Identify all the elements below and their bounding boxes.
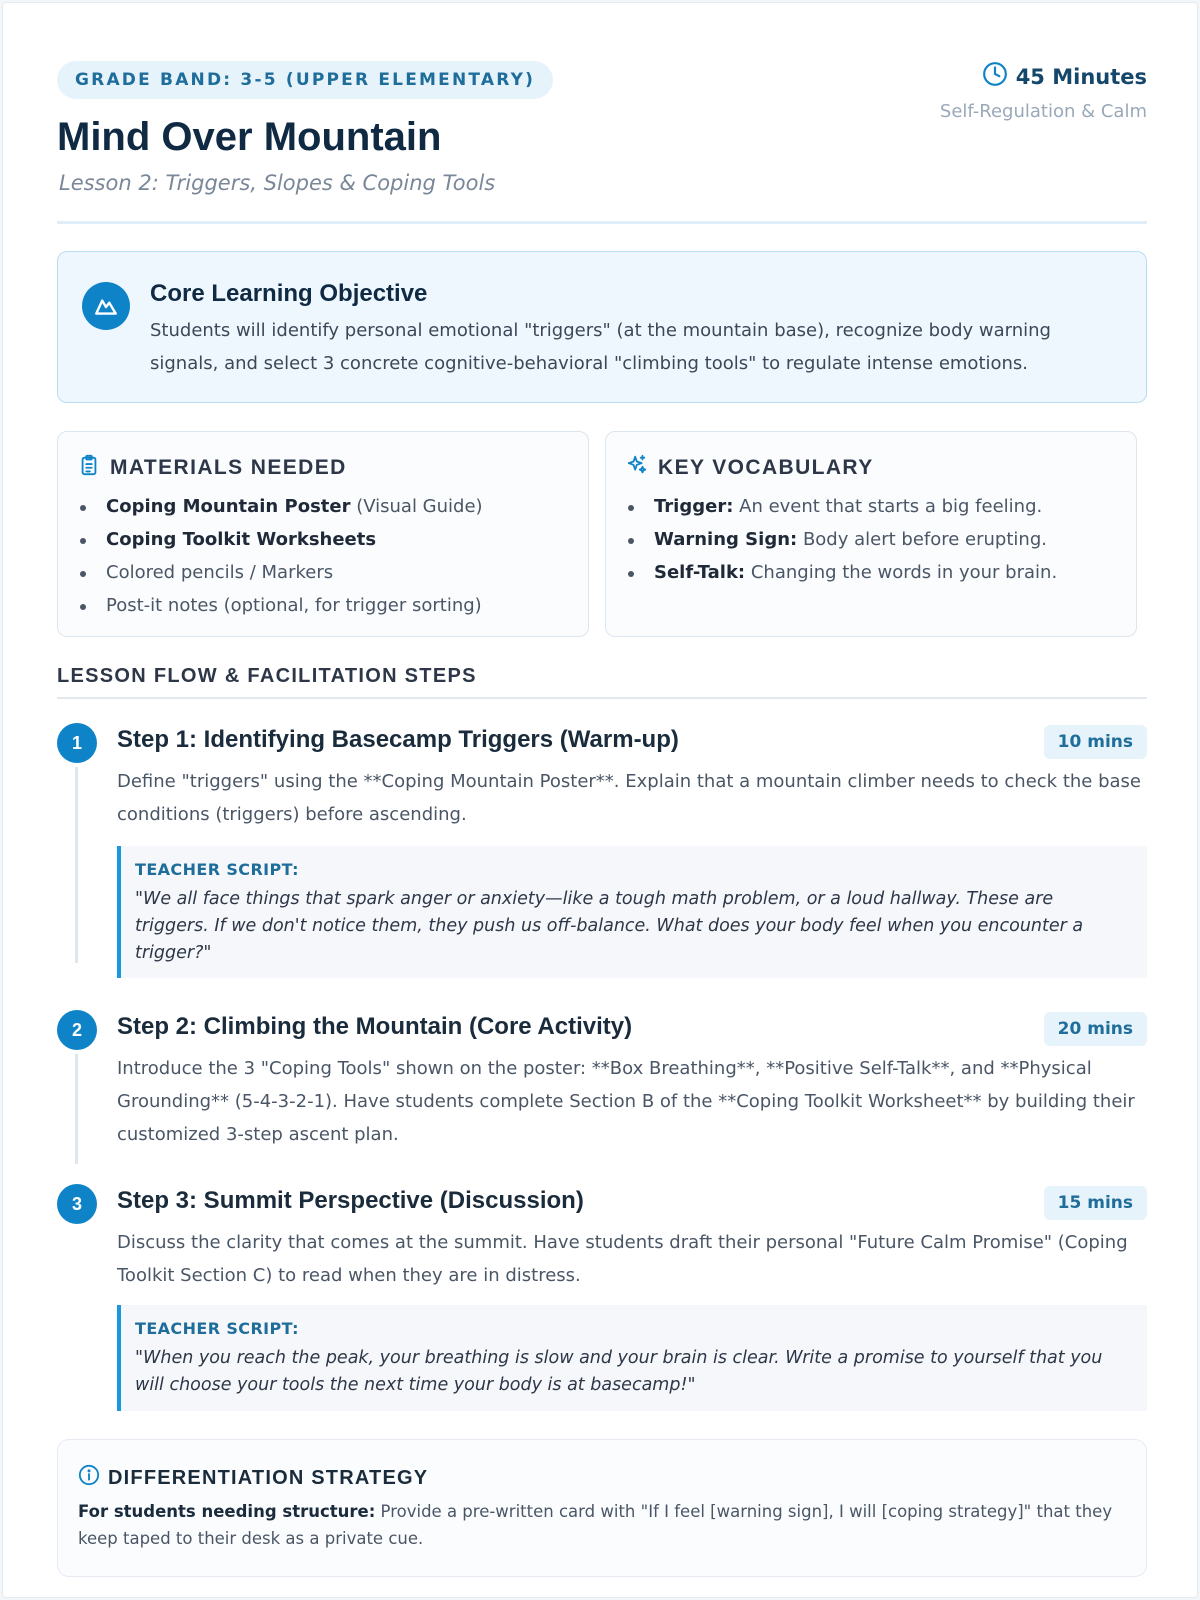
step-title: Step 3: Summit Perspective (Discussion) xyxy=(117,1187,584,1214)
vocab-definition: Body alert before erupting. xyxy=(797,529,1047,550)
clock-icon xyxy=(982,61,1008,92)
lesson-subtitle: Lesson 2: Triggers, Slopes & Coping Tools xyxy=(59,171,496,195)
list-item xyxy=(106,589,576,622)
objective-title: Core Learning Objective xyxy=(150,280,428,307)
teacher-script-label: TEACHER SCRIPT: xyxy=(135,860,299,879)
list-item xyxy=(106,490,576,523)
step-1 xyxy=(57,723,1147,973)
step-3 xyxy=(57,1184,1147,1414)
step-title: Step 1: Identifying Basecamp Triggers (Warm-up) xyxy=(117,726,679,753)
differentiation-lead: For students needing structure: xyxy=(78,1502,376,1521)
step-time-badge: 20 mins xyxy=(1044,1012,1147,1046)
page-title: Mind Over Mountain xyxy=(57,115,442,159)
list-item xyxy=(654,523,1124,556)
materials-card xyxy=(57,431,589,637)
lesson-plan-page xyxy=(2,2,1198,1598)
item-text: (Visual Guide) xyxy=(350,496,483,517)
lesson-flow-divider xyxy=(57,697,1147,699)
differentiation-body: Provide a pre-written card with "If I feel [warning sign], I will [coping strategy]" that they keep taped to their desk as a private cue. xyxy=(78,1502,1113,1548)
vocab-definition: Changing the words in your brain. xyxy=(745,562,1058,583)
step-number-badge: 3 xyxy=(57,1184,97,1224)
teacher-script-label: TEACHER SCRIPT: xyxy=(135,1319,299,1338)
item-text: Colored pencils / Markers xyxy=(106,562,334,583)
step-description: Introduce the 3 "Coping Tools" shown on the poster: **Box Breathing**, **Positive Self-Talk**, and **Physical Grounding** (5-4-3-2-1). Have students complete Section B of the **Coping Toolkit Worksheet** by building their customized 3-step ascent plan. xyxy=(117,1058,1135,1145)
step-description: Define "triggers" using the **Coping Mountain Poster**. Explain that a mountain climber needs to check the base conditions (triggers) before ascending. xyxy=(117,771,1141,825)
step-connector-line xyxy=(75,767,78,963)
header-divider xyxy=(57,221,1147,224)
vocab-term: Warning Sign: xyxy=(654,529,798,550)
step-description: Discuss the clarity that comes at the summit. Have students draft their personal "Future Calm Promise" (Coping Toolkit Section C) to read when they are in distress. xyxy=(117,1232,1128,1286)
list-item xyxy=(654,556,1124,589)
item-bold: Coping Mountain Poster xyxy=(106,496,351,517)
materials-heading xyxy=(78,454,347,482)
vocabulary-heading-label: KEY VOCABULARY xyxy=(658,456,874,479)
teacher-script-box xyxy=(117,846,1147,978)
grade-band-badge: GRADE BAND: 3-5 (UPPER ELEMENTARY) xyxy=(57,61,553,99)
teacher-script-text: "We all face things that spark anger or anxiety—like a tough math problem, or a loud hallway. These are triggers. If we don't notice them, they push us off-balance. What does your body feel when you encounter a trigger?" xyxy=(135,889,1084,963)
step-number-badge: 2 xyxy=(57,1010,97,1050)
step-connector-line xyxy=(75,1054,78,1164)
vocabulary-list xyxy=(654,490,1124,589)
vocab-definition: An event that starts a big feeling. xyxy=(733,496,1043,517)
mountain-icon xyxy=(82,282,130,330)
info-icon xyxy=(78,1464,100,1492)
theme-label: Self-Regulation & Calm xyxy=(939,101,1147,122)
vocabulary-card xyxy=(605,431,1137,637)
lesson-flow-heading: LESSON FLOW & FACILITATION STEPS xyxy=(57,665,477,687)
differentiation-box xyxy=(57,1439,1147,1577)
duration-indicator xyxy=(982,61,1147,92)
teacher-script-text: "When you reach the peak, your breathing is slow and your brain is clear. Write a promise to yourself that you will choose your tools the next time your body is at basecamp!" xyxy=(135,1348,1103,1395)
objective-box xyxy=(57,251,1147,403)
clipboard-icon xyxy=(78,454,100,482)
step-title: Step 2: Climbing the Mountain (Core Activity) xyxy=(117,1013,633,1040)
vocabulary-heading xyxy=(626,454,874,482)
item-text: Post-it notes (optional, for trigger sorting) xyxy=(106,595,482,616)
list-item xyxy=(106,523,576,556)
objective-text: Students will identify personal emotional "triggers" (at the mountain base), recognize body warning signals, and select 3 concrete cognitive-behavioral "climbing tools" to regulate intense emotions. xyxy=(150,320,1051,374)
step-2 xyxy=(57,1010,1147,1160)
list-item xyxy=(106,556,576,589)
materials-list xyxy=(106,490,576,622)
step-number-badge: 1 xyxy=(57,723,97,763)
list-item xyxy=(654,490,1124,523)
page-content xyxy=(57,3,1147,1597)
differentiation-heading xyxy=(78,1464,428,1492)
step-time-badge: 10 mins xyxy=(1044,725,1147,759)
differentiation-heading-label: DIFFERENTIATION STRATEGY xyxy=(108,1466,429,1489)
step-time-badge: 15 mins xyxy=(1044,1186,1147,1220)
duration-label: 45 Minutes xyxy=(1015,64,1147,89)
teacher-script-box xyxy=(117,1305,1147,1411)
differentiation-text xyxy=(78,1498,1128,1552)
vocab-term: Self-Talk: xyxy=(654,562,746,583)
materials-heading-label: MATERIALS NEEDED xyxy=(110,456,347,479)
item-bold: Coping Toolkit Worksheets xyxy=(106,529,377,550)
sparkles-icon xyxy=(626,454,648,482)
vocab-term: Trigger: xyxy=(654,496,734,517)
